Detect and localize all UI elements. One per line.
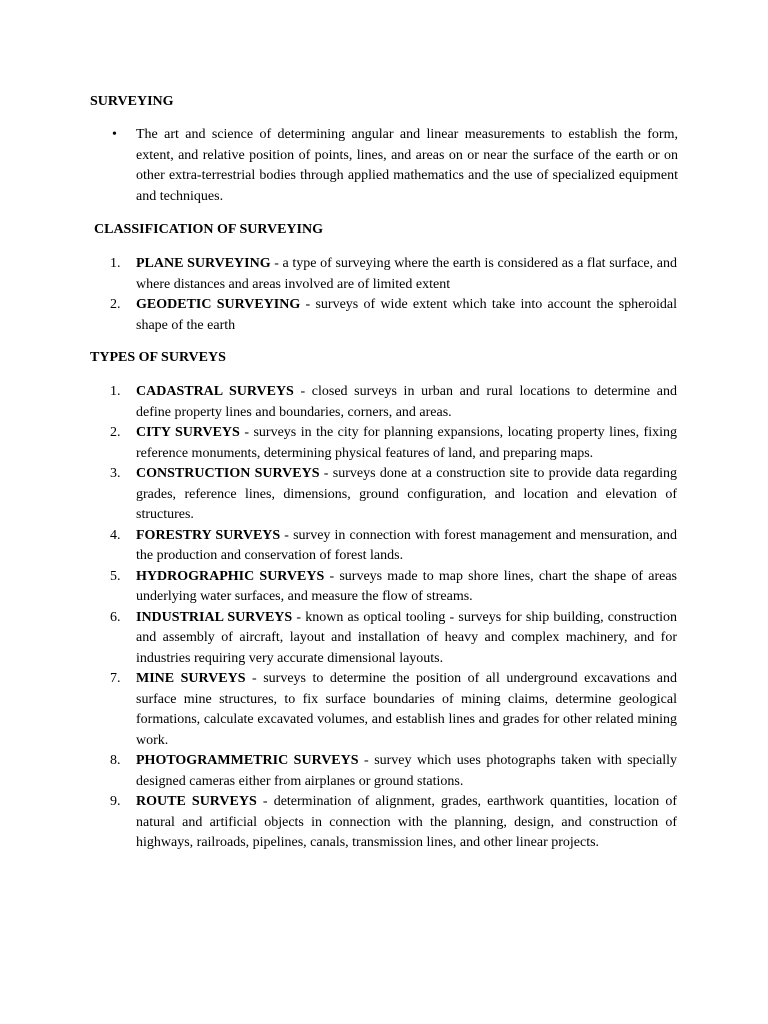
classification-heading: CLASSIFICATION OF SURVEYING [94,222,323,237]
item-description: - surveys to determine the position of all underground excavations and surface mine structures, to fix surface boundaries of mining claims, determine geological formations, calculate excavated volumes, and establish lines and grades for other related mining work. [136,671,677,748]
item-description: - surveys made to map shore lines, chart the shape of areas underlying water surfaces, and measure the flow of streams. [136,568,677,604]
item-number: 2. [110,425,121,440]
item-description: - survey in connection with forest management and mensuration, and the production and conservation of forest lands. [136,527,677,563]
item-number: 4. [110,527,121,543]
list-item [90,254,677,295]
item-number: 1. [110,256,121,271]
types-heading: TYPES OF SURVEYS [90,350,226,365]
item-number: 3. [110,466,121,481]
bullet-icon: • [112,127,117,142]
item-description: - a type of surveying where the earth is considered as a flat surface, and where distances and areas involved are of limited extent [136,256,677,292]
item-term: HYDROGRAPHIC SURVEYS [136,568,325,584]
list-item [90,526,677,567]
item-term: CADASTRAL SURVEYS [136,384,294,399]
page-title: SURVEYING [90,94,174,109]
types-list [90,382,677,854]
list-item [90,608,677,670]
list-item [90,295,677,336]
item-term: PHOTOGRAMMETRIC SURVEYS [136,753,359,768]
classification-list [90,254,677,336]
list-item [90,792,677,854]
list-item [90,567,677,608]
item-number: 8. [110,753,121,768]
item-description: - surveys in the city for planning expansions, locating property lines, fixing reference monuments, determining physical features of land, and preparing maps. [136,425,678,461]
item-term: INDUSTRIAL SURVEYS [136,609,293,625]
item-number: 2. [110,297,121,312]
item-number: 9. [110,794,121,809]
definition-block [90,125,678,207]
list-item [90,751,677,792]
list-item [90,382,677,423]
item-number: 1. [110,384,121,399]
item-term: CONSTRUCTION SURVEYS [136,466,320,481]
item-term: PLANE SURVEYING [136,256,271,271]
item-term: CITY SURVEYS [136,425,240,440]
item-description: - surveys done at a construction site to provide data regarding grades, reference lines, dimensions, ground configuration, and location and elevation of structures. [136,466,677,522]
item-term: GEODETIC SURVEYING [136,297,301,312]
item-description: - determination of alignment, grades, earthwork quantities, location of natural and artificial objects in connection with the planning, design, and construction of highways, railroads, pipelines, canals, transmission lines, and other linear projects. [136,794,677,850]
item-term: ROUTE SURVEYS [136,794,257,809]
list-item [90,464,677,526]
item-term: FORESTRY SURVEYS [136,527,281,543]
item-term: MINE SURVEYS [136,671,246,686]
item-description: - known as optical tooling - surveys for ship building, construction and assembly of aircraft, layout and installation of heavy and complex machinery, and for industries requiring very accurate dimensional layouts. [136,609,677,666]
item-number: 5. [110,568,121,584]
item-description: - surveys of wide extent which take into account the spheroidal shape of the earth [136,297,678,333]
item-number: 7. [110,671,121,686]
definition-text: The art and science of determining angular and linear measurements to establish the form, extent, and relative position of points, lines, and areas on or near the surface of the earth or on other extra-terrestrial bodies through applied mathematics and the use of specialized equipment and techniques. [136,127,678,204]
list-item [90,423,677,464]
list-item [90,669,677,751]
item-number: 6. [110,609,121,625]
item-description: - survey which uses photographs taken with specially designed cameras either from airplanes or ground stations. [136,753,677,789]
item-description: - closed surveys in urban and rural locations to determine and define property lines and boundaries, corners, and areas. [136,384,677,420]
